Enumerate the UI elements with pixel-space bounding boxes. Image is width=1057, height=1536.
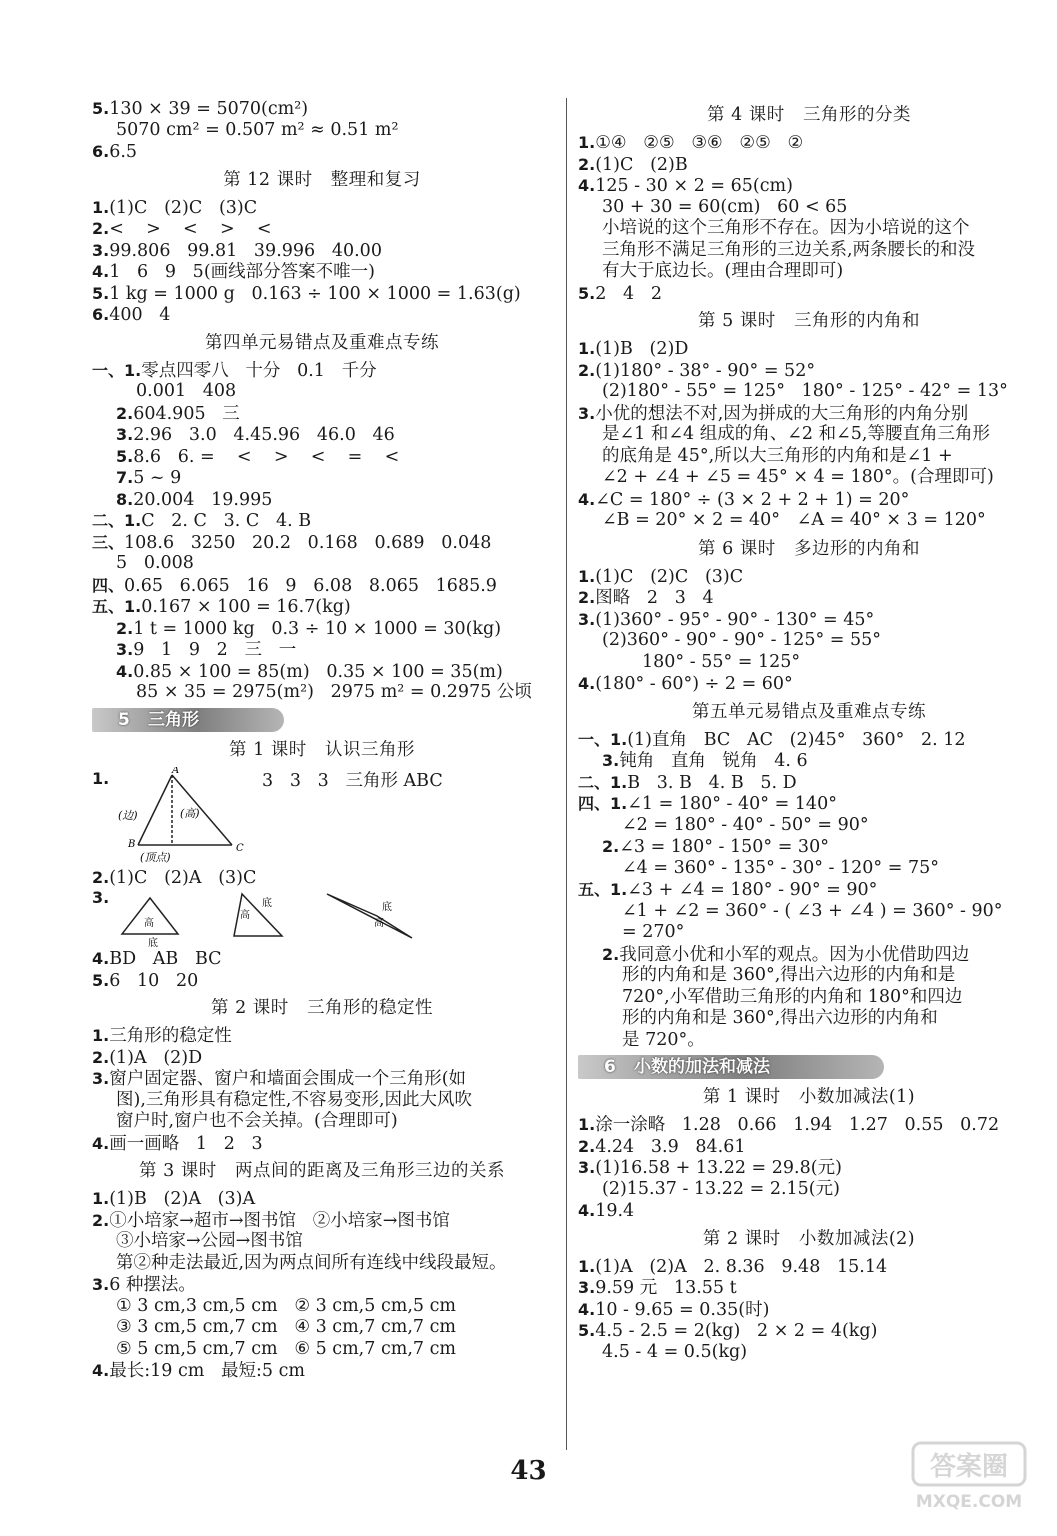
question-number: 2. [602,837,620,856]
answer-text: (180° - 60°) ÷ 2 = 60° [595,674,793,694]
triangle-label: (顶点) [140,850,171,864]
answer-line [92,218,552,240]
answer-text: 108.6 3250 20.2 0.168 0.689 0.048 [124,532,492,553]
answer-line [92,1339,552,1361]
answer-line [92,141,552,163]
answer-text: 三角形的稳定性 [109,1026,232,1046]
answer-text: (1)C (2)C (3)C [595,566,744,587]
answer-line [92,867,552,889]
answer-text: 是∠1 和∠4 组成的角、∠2 和∠5,等腰直角三角形 [602,424,990,444]
question-number: 3. [92,240,110,260]
question-number: 三、 [92,532,125,552]
answer-text: (1)A (2)A 2. 8.36 9.48 15.14 [595,1256,888,1277]
answer-text: 5 ~ 9 [133,468,182,488]
answer-text: ①④ ②⑤ ③⑥ ②⑤ ② [595,133,804,153]
answer-text: ∠1 + ∠2 = 360° - ( ∠3 + ∠4 ) = 360° - 90° [622,900,1003,921]
answer-text: 窗户固定器、窗户和墙面会围成一个三角形(如 [109,1069,467,1089]
answer-text: 85 × 35 = 2975(m²) 2975 m² = 0.2975 公顷 [136,682,532,702]
answer-line [92,510,552,532]
watermark-top-text: 答案圈 [929,1452,1009,1482]
answer-line [92,1231,552,1253]
question-number: 2. [602,944,620,964]
triangle-label: B [128,838,136,850]
answer-text: 130 × 39 = 5070(cm²) [109,99,309,119]
answer-text: 9 1 9 2 三 一 [133,640,297,660]
triangle-label: A [172,766,180,776]
question-number: 7. [116,468,134,487]
answer-line [578,1030,1040,1052]
figure-label: 高 [240,910,250,921]
answer-line [578,218,1040,240]
answer-line [578,1200,1040,1222]
answer-text: 形的内角和是 360°,得出六边形的内角和是 [622,965,956,985]
answer-text: 30 + 30 = 60(cm) 60 < 65 [602,196,848,217]
question-number: 8. [116,489,134,509]
answer-line [578,197,1040,219]
answer-text: 1 kg = 1000 g 0.163 ÷ 100 × 1000 = 1.63(g) [109,283,521,304]
question-number: 5. [116,446,134,466]
answer-text: 3 3 3 三角形 ABC [262,770,443,791]
answer-text: < > < > < [109,219,272,239]
answer-line [92,1111,552,1133]
lesson-heading: 第 2 课时 三角形的稳定性 [211,998,433,1018]
answer-line [92,618,552,640]
question-number: 1. [92,197,110,217]
answer-text: (1)C (2)B [595,154,688,175]
lesson-heading: 第 1 课时 小数加减法(1) [702,1087,916,1107]
answer-text: 1 6 9 5(画线部分答案不唯一) [109,262,375,282]
answer-text: ∠B = 20° × 2 = 40° ∠A = 40° × 3 = 120° [602,510,986,530]
answer-text: (2)15.37 - 13.22 = 2.15(元) [602,1178,840,1199]
answer-text: 0.65 6.065 16 9 6.08 8.065 1685.9 [124,575,497,596]
figure-label: 高 [374,918,384,929]
answer-text: = 270° [622,922,685,942]
answer-line [578,965,1040,987]
question-number: 4. [92,1133,110,1153]
answer-text: 小培说的这个三角形不存在。因为小培说的这个 [602,218,970,238]
watermark-graphic [909,1439,1029,1514]
answer-line [92,553,552,575]
question-number: 2. [578,360,596,380]
answer-line [92,304,552,326]
answer-line [578,750,1040,772]
question-number: 6. [92,305,110,324]
answer-line [92,489,552,511]
answer-text: 125 - 30 × 2 = 65(cm) [595,176,793,196]
answer-line [92,120,552,142]
answer-line [578,1179,1040,1201]
question-number: 1. [92,1026,110,1045]
question-number: 一、1. [578,729,628,749]
answer-text: (1)B (2)D [595,339,689,359]
unit-title: 小数的加法和减法 [634,1057,770,1077]
answer-text: 窗户时,窗户也不会关掉。(合理即可) [116,1111,398,1131]
lesson-heading: 第 6 课时 多边形的内角和 [698,538,920,559]
answer-line [92,1296,552,1318]
answer-text: (2)360° - 90° - 90° - 125° = 55° [602,630,882,650]
answer-text: 是 720°。 [622,1029,705,1050]
answer-line [92,360,552,382]
answer-line [92,1317,552,1339]
answer-line [578,987,1040,1009]
answer-text: 0.85 × 100 = 85(m) 0.35 × 100 = 35(m) [133,661,503,682]
answer-text: ① 3 cm,3 cm,5 cm ② 3 cm,5 cm,5 cm [116,1295,456,1316]
answer-line [578,609,1040,631]
unit-number: 6 [604,1057,616,1077]
question-number: 二、1. [92,511,142,530]
answer-text: (1)C (2)A (3)C [109,867,257,888]
answer-text: ③ 3 cm,5 cm,7 cm ④ 3 cm,7 cm,7 cm [116,1317,456,1337]
question-number: 1. [578,1256,596,1276]
unit-number: 5 [118,709,130,730]
answer-text: 三角形不满足三角形的三边关系,两条腰长的和没 [602,239,976,260]
triangle-3 [327,894,412,938]
lesson-heading: 第 2 课时 小数加减法(2) [702,1228,916,1249]
answer-line [92,381,552,403]
answer-line [578,403,1040,425]
triangle-figure-row [92,767,552,867]
answer-line [92,1360,552,1382]
answer-line [578,132,1040,154]
question-number: 4. [578,176,596,195]
answer-line [578,1277,1040,1299]
figure-label: 底 [148,938,158,948]
question-number: 2. [92,219,110,238]
answer-text: 小优的想法不对,因为拼成的大三角形的内角分别 [595,403,969,424]
answer-line [92,948,552,970]
answer-line [92,639,552,661]
question-number: 1. [92,768,110,788]
answer-text: 720°,小军借助三角形的内角和 180°和四边 [622,986,963,1007]
answer-text: 1 t = 1000 kg 0.3 ÷ 10 × 1000 = 30(kg) [133,618,502,639]
answer-text: 9.59 元 13.55 t [595,1278,737,1298]
question-number: 6. [92,142,110,161]
answer-line [578,1256,1040,1278]
answer-line [578,793,1040,815]
question-number: 1. [92,1189,110,1208]
answer-line [578,283,1040,305]
answer-line [92,1274,552,1296]
question-number: 2. [92,1210,110,1230]
answer-line [578,1136,1040,1158]
answer-line [92,424,552,446]
question-number: 3. [578,1158,596,1177]
question-number: 1. [578,1115,596,1134]
question-number: 五、1. [578,880,628,899]
answer-line [578,240,1040,262]
answer-text: (1)16.58 + 13.22 = 29.8(元) [595,1158,842,1178]
answer-text: ∠2 = 180° - 40° - 50° = 90° [622,814,869,835]
question-number: 1. [578,133,596,152]
answer-line [578,360,1040,382]
answer-text: 图略 2 3 4 [595,588,714,608]
answer-text: 我同意小优和小军的观点。因为小优借助四边 [619,944,970,965]
figure-label: 高 [144,918,154,929]
unit-banner [578,1055,884,1079]
watermark-logo [909,1439,1029,1514]
answer-line [578,338,1040,360]
question-number: 2. [116,403,134,423]
answer-line [92,1047,552,1069]
question-number: 2. [578,588,596,607]
question-number: 4. [116,661,134,681]
lesson-heading: 第五单元易错点及重难点专练 [692,701,926,722]
answer-text: 2 4 2 [595,283,662,304]
answer-text: C 2. C 3. C 4. B [141,511,312,531]
answer-text: (1)180° - 38° - 90° = 52° [595,360,816,381]
question-number: 1. [578,566,596,586]
question-number: 四、1. [578,794,628,813]
answer-line [92,1025,552,1047]
answer-text: ∠3 + ∠4 = 180° - 90° = 90° [627,880,878,900]
left-column [92,98,552,1382]
answer-line [578,1320,1040,1342]
right-column [578,98,1040,1363]
answer-text: 604.905 三 [133,403,240,424]
answer-line [92,197,552,219]
question-number: 3. [602,751,620,770]
answer-line [92,446,552,468]
answer-line [92,261,552,283]
answer-line [578,901,1040,923]
triangle-label: (边) [118,808,138,822]
answer-text: 8.6 6. = < > < = < [133,446,400,467]
lesson-heading: 第 5 课时 三角形的内角和 [698,311,920,331]
answer-line [92,661,552,683]
answer-line [92,575,552,597]
answer-text: (1)直角 BC AC (2)45° 360° 2. 12 [627,729,966,750]
three-triangles-diagram [112,888,472,948]
answer-line [578,729,1040,751]
answer-line [578,154,1040,176]
answer-line [578,922,1040,944]
question-number: 2. [116,618,134,638]
answer-line [92,970,552,992]
lesson-heading: 第四单元易错点及重难点专练 [205,332,439,353]
answer-line [92,98,552,120]
answer-text: 19.4 [595,1201,635,1221]
answer-text: 6.5 [109,142,138,162]
answer-line [578,1114,1040,1136]
answer-text: 400 4 [109,305,171,325]
question-number: 3. [116,425,134,444]
question-number: 2. [578,1136,596,1156]
answer-text: 涂一涂略 1.28 0.66 1.94 1.27 0.55 0.72 [595,1115,1000,1135]
answer-text: ③小培家→公园→图书馆 [116,1231,303,1251]
question-number: 4. [578,1299,596,1319]
question-number: 五、1. [92,597,142,616]
question-number: 1. [578,339,596,358]
answer-line [92,283,552,305]
answer-line [92,532,552,554]
answer-text: (1)A (2)D [109,1047,203,1068]
question-number: 5. [578,283,596,303]
answer-text: 第②种走法最近,因为两点间所有连线中线段最短。 [116,1252,507,1273]
answer-text: (1)C (2)C (3)C [109,197,258,218]
answer-line [578,587,1040,609]
answer-text: 钝角 直角 锐角 4. 6 [619,751,808,771]
answer-text: 180° - 55° = 125° [642,651,801,672]
answer-line [578,772,1040,794]
question-number: 4. [578,489,596,509]
answer-line [578,446,1040,468]
lesson-heading: 第 1 课时 认识三角形 [229,739,415,760]
answer-text: ∠2 + ∠4 + ∠5 = 45° × 4 = 180°。(合理即可) [602,467,994,487]
answer-text: B 3. B 4. B 5. D [627,772,797,793]
question-number: 5. [92,970,110,990]
answer-line [92,1133,552,1155]
answer-line [578,1342,1040,1364]
answer-line [92,596,552,618]
question-number: 四、 [92,575,125,595]
unit-title: 三角形 [148,709,199,730]
answer-line [578,1008,1040,1030]
lesson-heading: 第 12 课时 整理和复习 [223,169,421,190]
answer-text: 4.24 3.9 84.61 [595,1136,746,1157]
figure-label: 底 [262,898,272,909]
question-number: 5. [92,99,110,118]
answer-line [578,510,1040,532]
triangle-label: C [236,842,244,854]
answer-text: 20.004 19.995 [133,489,273,510]
answer-text: ∠3 = 180° - 150° = 30° [619,837,829,857]
answer-text: ∠C = 180° ÷ (3 × 2 + 2 + 1) = 20° [595,489,910,510]
triangle-label: (高) [180,806,200,820]
answer-line [92,1090,552,1112]
answer-text: 99.806 99.81 39.996 40.00 [109,240,382,261]
answer-text: 零点四零八 十分 0.1 千分 [141,360,377,381]
answer-line [578,1157,1040,1179]
answer-line [92,1253,552,1275]
question-number: 5. [578,1321,596,1340]
answer-text: 0.167 × 100 = 16.7(kg) [141,597,351,617]
answer-text: (1)B (2)A (3)A [109,1189,256,1209]
triangle-height-figures [92,888,552,948]
unit-banner [92,708,284,732]
answer-text: 6 种摆法。 [109,1275,196,1295]
question-number: 2. [92,867,110,887]
answer-line [92,403,552,425]
answer-text: (1)360° - 95° - 90° - 130° = 45° [595,609,875,630]
answer-text: 10 - 9.65 = 0.35(时) [595,1299,770,1320]
answer-line [578,673,1040,695]
question-number: 3. [92,1069,110,1088]
triangle-side-ab [138,775,172,845]
page-number: 43 [510,1456,547,1486]
answer-text: ∠4 = 360° - 135° - 30° - 120° = 75° [622,857,939,878]
lesson-heading: 第 3 课时 两点间的距离及三角形三边的关系 [139,1161,505,1181]
question-number: 4. [578,674,596,693]
answer-text: (2)180° - 55° = 125° 180° - 125° - 42° = 13° [602,381,1008,401]
question-number: 3. [116,640,134,659]
question-number: 4. [92,949,110,968]
answer-text: 4.5 - 4 = 0.5(kg) [602,1341,748,1362]
answer-line [92,467,552,489]
question-number: 一、1. [92,360,142,380]
answer-line [92,1210,552,1232]
answer-line [578,261,1040,283]
answer-text: 画一画略 1 2 3 [109,1133,263,1154]
answer-text: ①小培家→超市→图书馆 ②小培家→图书馆 [109,1210,450,1231]
question-number: 4. [92,262,110,281]
answer-text: 4.5 - 2.5 = 2(kg) 2 × 2 = 4(kg) [595,1321,878,1341]
answer-line [92,1068,552,1090]
answer-line [578,467,1040,489]
watermark-bottom-text: MXQE.COM [915,1492,1023,1512]
question-number: 3. [578,1278,596,1297]
answer-line [578,815,1040,837]
answer-text: ∠1 = 180° - 40° = 140° [627,794,837,814]
answer-text: 2.96 3.0 4.45.96 46.0 46 [133,425,395,445]
answer-line [578,424,1040,446]
answer-text: 图),三角形具有稳定性,不容易变形,因此大风吹 [116,1089,473,1110]
answer-line [578,858,1040,880]
answer-line [578,630,1040,652]
answer-text: 形的内角和是 360°,得出六边形的内角和 [622,1008,938,1028]
question-number: 3. [578,609,596,629]
answer-text: 的底角是 45°,所以大三角形的内角和是∠1 + [602,445,953,466]
answer-line [92,1188,552,1210]
answer-line [578,879,1040,901]
question-number: 3. [578,403,596,423]
answer-line [578,489,1040,511]
question-number: 4. [578,1201,596,1220]
triangle-abc-diagram [110,767,270,867]
figure-label: 底 [382,902,392,913]
answer-line [92,240,552,262]
question-number: 3. [92,888,110,907]
question-number: 2. [578,154,596,174]
answer-text: BD AB BC [109,949,222,969]
question-number: 二、1. [578,772,628,792]
answer-line [92,682,552,704]
question-number: 4. [92,1361,110,1380]
question-number: 5. [92,283,110,303]
question-number: 3. [92,1275,110,1294]
question-number: 2. [92,1047,110,1067]
answer-line [578,1299,1040,1321]
answer-text: 6 10 20 [109,970,199,991]
answer-text: 5070 cm² = 0.507 m² ≈ 0.51 m² [116,119,399,140]
lesson-heading: 第 4 课时 三角形的分类 [707,105,911,125]
answer-line [578,652,1040,674]
answer-text: 有大于底边长。(理由合理即可) [602,261,844,281]
answer-line [578,566,1040,588]
answer-text: ⑤ 5 cm,5 cm,7 cm ⑥ 5 cm,7 cm,7 cm [116,1338,456,1359]
answer-text: 最长:19 cm 最短:5 cm [109,1361,306,1381]
answer-line [578,175,1040,197]
answer-text: 5 0.008 [116,553,194,573]
column-divider [566,98,567,1450]
answer-line [578,381,1040,403]
answer-text: 0.001 408 [136,381,237,401]
answer-line [578,836,1040,858]
answer-line [578,944,1040,966]
